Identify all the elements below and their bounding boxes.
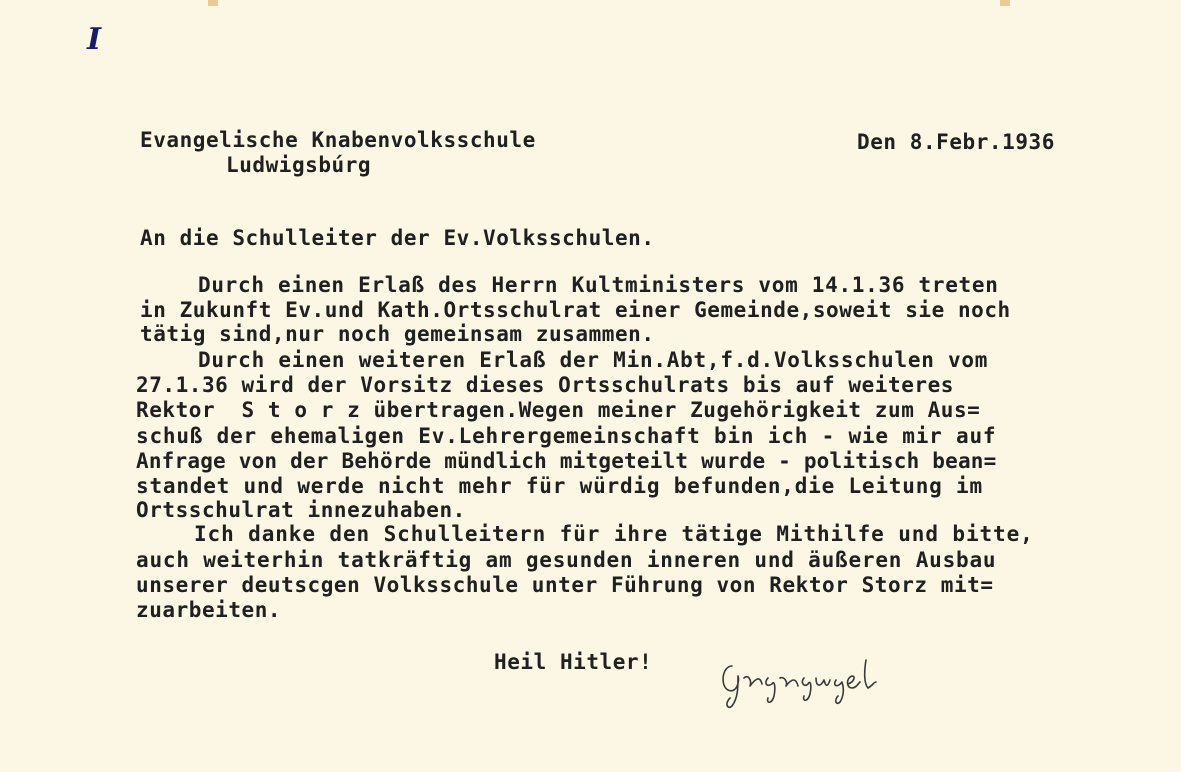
body-line-5: 27.1.36 wird der Vorsitz dieses Ortsschulrats bis auf weiteres xyxy=(136,373,954,397)
body-line-10: Ortsschulrat innezuhaben. xyxy=(136,498,466,522)
paper-edge-mark xyxy=(208,0,218,6)
margin-mark: I xyxy=(87,22,102,57)
body-line-6: Rektor S t o r z übertragen.Wegen meiner Zugehörigkeit zum Aus= xyxy=(136,398,981,422)
body-line-7: schuß der ehemaligen Ev.Lehrergemeinschaft bin ich - wie mir auf xyxy=(136,424,997,448)
body-line-13: unserer deutscgen Volksschule unter Führung von Rektor Storz mit= xyxy=(136,573,994,597)
body-line-2: in Zukunft Ev.und Kath.Ortsschulrat einer Gemeinde,soweit sie noch xyxy=(140,298,1011,322)
paper-edge-mark xyxy=(1000,0,1010,6)
body-line-14: zuarbeiten. xyxy=(136,598,282,622)
school-name: Evangelische Knabenvolksschule xyxy=(140,128,536,152)
school-city: Ludwigsbúrg xyxy=(226,153,372,177)
salutation: An die Schulleiter der Ev.Volksschulen. xyxy=(140,226,655,250)
body-line-9: standet und werde nicht mehr für würdig befunden,die Leitung im xyxy=(136,474,983,498)
body-line-11: Ich danke den Schulleitern für ihre tätige Mithilfe und bitte, xyxy=(194,522,1034,546)
body-line-4: Durch einen weiteren Erlaß der Min.Abt,f.d.Volksschulen vom xyxy=(198,348,989,372)
handwritten-signature xyxy=(718,652,908,716)
body-line-12: auch weiterhin tatkräftig am gesunden inneren und äußeren Ausbau xyxy=(136,548,997,572)
closing: Heil Hitler! xyxy=(494,650,653,674)
letter-date: Den 8.Febr.1936 xyxy=(857,130,1055,154)
body-line-1: Durch einen Erlaß des Herrn Kultministers vom 14.1.36 treten xyxy=(198,273,999,297)
body-line-3: tätig sind,nur noch gemeinsam zusammen. xyxy=(140,322,655,346)
body-line-8: Anfrage von der Behörde mündlich mitgeteilt wurde - politisch bean= xyxy=(136,449,997,473)
